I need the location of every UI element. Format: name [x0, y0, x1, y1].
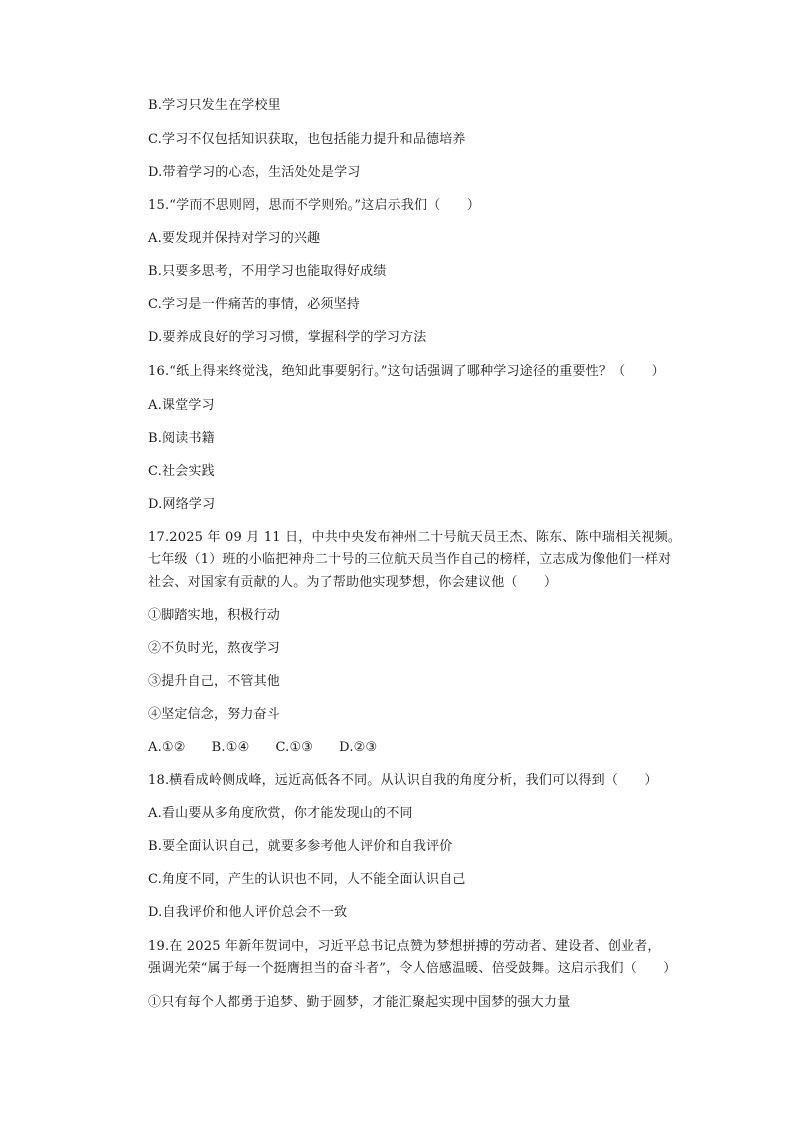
q17-stem-line3: 社会、对国家有贡献的人。为了帮助他实现梦想，你会建议他（ ） — [148, 575, 558, 590]
q17-option-b: B.①④ — [211, 740, 250, 755]
q17-stem-line1: 17.2025 年 09 月 11 日，中共中央发布神州二十号航天员王杰、陈东、陈中瑞相关视频。 — [148, 530, 682, 545]
q17-stem-line2: 七年级（1）班的小临把神舟二十号的三位航天员当作自己的榜样，立志成为像他们一样对 — [148, 552, 672, 567]
q15-stem: 15.“学而不思则罔，思而不学则殆。”这启示我们（ ） — [148, 198, 481, 213]
q17-choices — [148, 740, 403, 756]
q19-stem-line1: 19.在 2025 年新年贺词中，习近平总书记点赞为梦想拼搏的劳动者、建设者、创业者， — [148, 939, 661, 954]
q19-stem-line2: 强调光荣“属于每一个挺膺担当的奋斗者”，令人倍感温暖、倍受鼓舞。这启示我们（ ） — [148, 961, 677, 976]
q14-option-d: D.带着学习的心态，生活处处是学习 — [148, 165, 361, 180]
q18-stem: 18.横看成岭侧成峰，远近高低各不同。从认识自我的角度分析，我们可以得到（ ） — [148, 773, 658, 788]
q17-statement-3: ③提升自己，不管其他 — [148, 674, 281, 689]
q17-statement-2: ②不负时光，熬夜学习 — [148, 641, 281, 656]
q17-option-a: A.①② — [148, 740, 186, 755]
q16-option-b: B.阅读书籍 — [148, 431, 215, 446]
q15-option-a: A.要发现并保持对学习的兴趣 — [148, 231, 321, 246]
q18-option-d: D.自我评价和他人评价总会不一致 — [148, 905, 348, 920]
q17-statement-4: ④坚定信念，努力奋斗 — [148, 707, 281, 722]
q16-option-a: A.课堂学习 — [148, 398, 215, 413]
q14-option-b: B.学习只发生在学校里 — [148, 98, 281, 113]
q19-statement-1: ①只有每个人都勇于追梦、勤于圆梦，才能汇聚起实现中国梦的强大力量 — [148, 995, 571, 1010]
q16-option-d: D.网络学习 — [148, 497, 216, 512]
q15-option-b: B.只要多思考，不用学习也能取得好成绩 — [148, 264, 387, 279]
q18-option-b: B.要全面认识自己，就要多参考他人评价和自我评价 — [148, 839, 453, 854]
q15-option-d: D.要养成良好的学习习惯，掌握科学的学习方法 — [148, 330, 427, 345]
q17-statement-1: ①脚踏实地，积极行动 — [148, 608, 281, 623]
q18-option-c: C.角度不同，产生的认识也不同，人不能全面认识自己 — [148, 872, 466, 887]
q17-option-c: C.①③ — [275, 740, 314, 755]
q16-option-c: C.社会实践 — [148, 464, 215, 479]
q15-option-c: C.学习是一件痛苦的事情，必须坚持 — [148, 297, 361, 312]
q17-option-d: D.②③ — [339, 740, 378, 755]
q14-option-c: C.学习不仅包括知识获取，也包括能力提升和品德培养 — [148, 132, 466, 147]
q18-option-a: A.看山要从多角度欣赏，你才能发现山的不同 — [148, 806, 413, 821]
q16-stem: 16.“纸上得来终觉浅，绝知此事要躬行。”这句话强调了哪种学习途径的重要性？（ ） — [148, 364, 665, 379]
